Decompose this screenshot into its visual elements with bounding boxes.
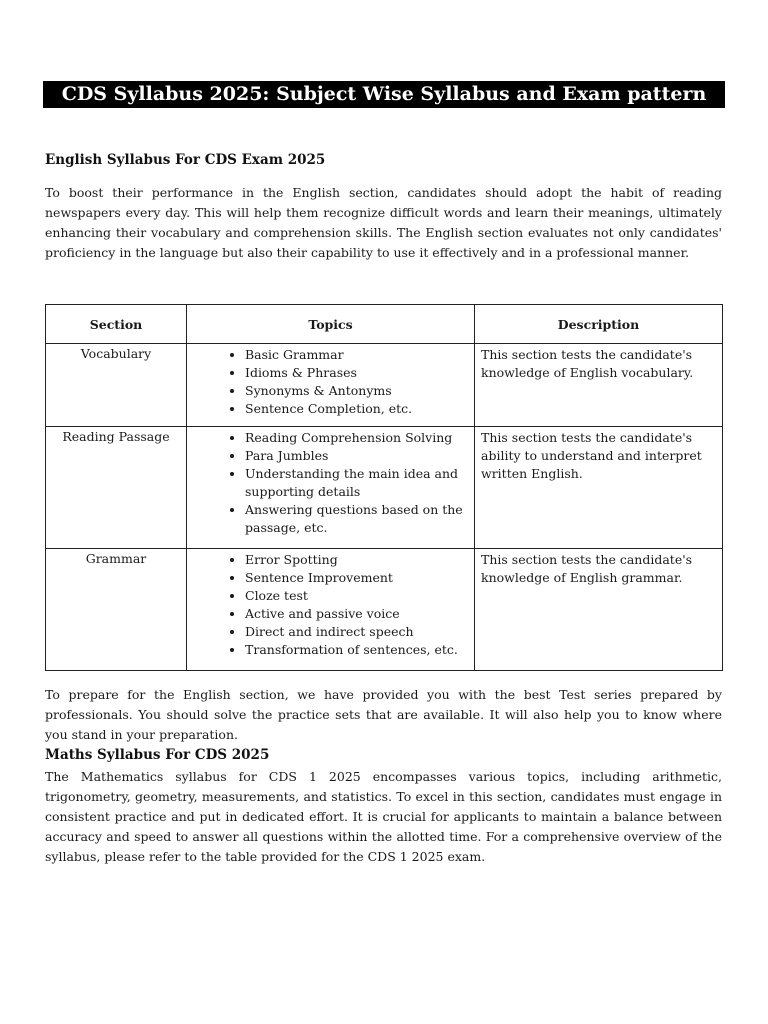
list-item: • Error Spotting bbox=[245, 551, 468, 569]
page-title: CDS Syllabus 2025: Subject Wise Syllabus and Exam pattern bbox=[43, 81, 725, 108]
description-cell: This section tests the candidate's knowledge of English grammar. bbox=[475, 549, 723, 671]
list-item: • Understanding the main idea and supporting details bbox=[245, 465, 468, 501]
section-name: Grammar bbox=[85, 551, 147, 566]
header-section: Section bbox=[46, 305, 187, 344]
header-description: Description bbox=[475, 305, 723, 344]
english-intro-paragraph: To boost their performance in the English section, candidates should adopt the habit of reading newspapers every day. This will help them recognize difficult words and learn their meanings, ultimately enhancing their vocabulary and comprehension skills. The English section evaluates not only candidates' proficiency in the language but also their capability to use it effectively and in a professional manner. bbox=[45, 185, 722, 260]
section-name: Reading Passage bbox=[62, 429, 170, 444]
topics-list bbox=[193, 429, 468, 537]
description-cell: This section tests the candidate's ability to understand and interpret written English. bbox=[475, 427, 723, 549]
list-item: • Basic Grammar bbox=[245, 346, 468, 364]
maths-intro-paragraph: The Mathematics syllabus for CDS 1 2025 encompasses various topics, including arithmetic, trigonometry, geometry, measurements, and statistics. To excel in this section, candidates must engage in consistent practice and put in dedicated effort. It is crucial for applicants to maintain a balance between accuracy and speed to answer all questions within the allotted time. For a comprehensive overview of the syllabus, please refer to the table provided for the CDS 1 2025 exam. bbox=[45, 769, 722, 864]
list-item: • Sentence Improvement bbox=[245, 569, 468, 587]
table-row bbox=[46, 427, 723, 549]
table-row bbox=[46, 549, 723, 671]
topics-list bbox=[193, 346, 468, 418]
section-cell bbox=[46, 344, 187, 427]
list-item: • Active and passive voice bbox=[245, 605, 468, 623]
english-syllabus-table bbox=[45, 304, 723, 671]
list-item: • Sentence Completion, etc. bbox=[245, 400, 468, 418]
topics-cell bbox=[187, 344, 475, 427]
header-topics: Topics bbox=[187, 305, 475, 344]
topics-list bbox=[193, 551, 468, 659]
english-outro-paragraph: To prepare for the English section, we have provided you with the best Test series prepared by professionals. You should solve the practice sets that are available. It will also help you to know where you stand in your preparation. bbox=[45, 687, 722, 742]
list-item: • Direct and indirect speech bbox=[245, 623, 468, 641]
list-item: • Transformation of sentences, etc. bbox=[245, 641, 468, 659]
topics-cell bbox=[187, 427, 475, 549]
list-item: • Reading Comprehension Solving bbox=[245, 429, 468, 447]
section-cell bbox=[46, 427, 187, 549]
table-header-row bbox=[46, 305, 723, 344]
list-item: • Para Jumbles bbox=[245, 447, 468, 465]
description-cell: This section tests the candidate's knowledge of English vocabulary. bbox=[475, 344, 723, 427]
section-name: Vocabulary bbox=[80, 346, 152, 361]
section-cell bbox=[46, 549, 187, 671]
list-item: • Cloze test bbox=[245, 587, 468, 605]
list-item: • Answering questions based on the passage, etc. bbox=[245, 501, 468, 537]
list-item: • Idioms & Phrases bbox=[245, 364, 468, 382]
english-syllabus-heading: English Syllabus For CDS Exam 2025 bbox=[45, 152, 326, 168]
table-row bbox=[46, 344, 723, 427]
maths-syllabus-heading: Maths Syllabus For CDS 2025 bbox=[45, 747, 270, 763]
topics-cell bbox=[187, 549, 475, 671]
list-item: • Synonyms & Antonyms bbox=[245, 382, 468, 400]
